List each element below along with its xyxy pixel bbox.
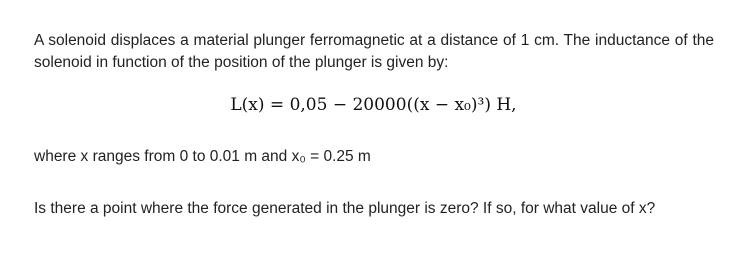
inductance-equation: L(x) = 0,05 − 20000((x − x₀)³) H, [230, 95, 517, 115]
question-text: Is there a point where the force generated in the plunger is zero? If so, for what value of x? [34, 200, 656, 217]
problem-intro-text: A solenoid displaces a material plunger ferromagnetic at a distance of 1 cm. The inductance of the solenoid in function of the position of the plunger is given by: [34, 32, 714, 71]
range-condition-text: where x ranges from 0 to 0.01 m and x₀ = 0.25 m [34, 148, 371, 165]
